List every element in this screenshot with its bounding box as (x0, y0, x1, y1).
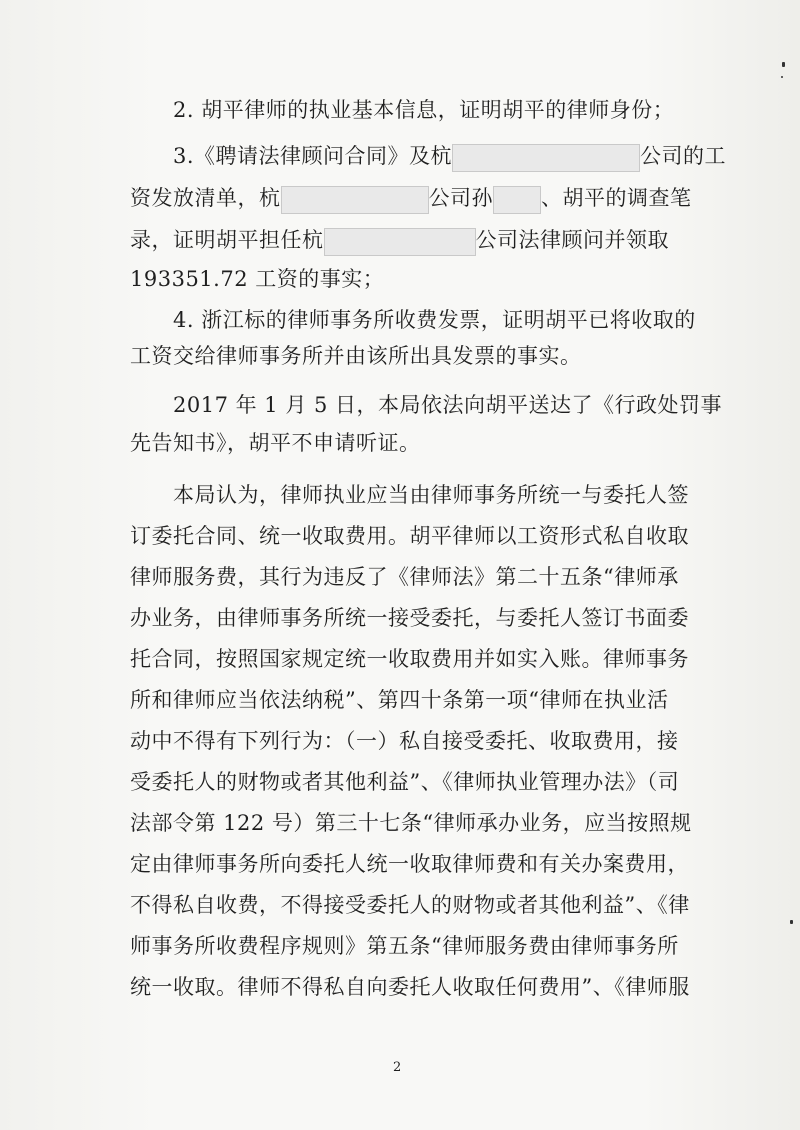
finding-line: 统一收取。律师不得私自向委托人收取任何费用”、《律师服 (130, 975, 690, 999)
evidence-item-2: 2. 胡平律师的执业基本信息，证明胡平的律师身份； (173, 98, 675, 122)
scan-speck (790, 920, 793, 924)
finding-line: 办业务，由律师事务所统一接受委托，与委托人签订书面委 (130, 606, 689, 630)
finding-line: 订委托合同、统一收取费用。胡平律师以工资形式私自收取 (130, 524, 689, 548)
scan-speck (781, 76, 783, 78)
text-segment: 公司法律顾问并领取 (475, 228, 669, 252)
text-segment: 录，证明胡平担任杭 (130, 228, 324, 252)
finding-line: 定由律师事务所向委托人统一收取律师费和有关办案费用， (130, 852, 689, 876)
evidence-item-3-line1 (173, 141, 726, 172)
evidence-item-3-line2 (130, 183, 692, 214)
text-segment: 3.《聘请法律顾问合同》及杭 (173, 144, 453, 168)
finding-line: 法部令第 122 号）第三十七条“律师承办业务，应当按照规 (130, 811, 692, 835)
text-segment: 、胡平的调查笔 (541, 186, 692, 210)
redaction-block (493, 186, 541, 214)
text-segment: 公司孙 (428, 186, 493, 210)
text-segment: 公司的工 (640, 144, 727, 168)
redaction-block (452, 144, 640, 172)
finding-line: 动中不得有下列行为：（一）私自接受委托、收取费用，接 (130, 729, 679, 753)
scan-speck (782, 62, 785, 67)
evidence-item-4-line1: 4. 浙江标的律师事务所收费发票，证明胡平已将收取的 (173, 308, 696, 332)
finding-line: 所和律师应当依法纳税”、第四十条第一项“律师在执业活 (130, 688, 669, 712)
redaction-block (281, 186, 429, 214)
evidence-item-3-line4: 193351.72 工资的事实； (130, 267, 385, 291)
finding-line: 本局认为，律师执业应当由律师事务所统一与委托人签 (173, 483, 689, 507)
finding-line: 不得私自收费，不得接受委托人的财物或者其他利益”、《律 (130, 893, 690, 917)
evidence-item-4-line2: 工资交给律师事务所并由该所出具发票的事实。 (130, 344, 582, 368)
text-segment: 资发放清单，杭 (130, 186, 281, 210)
notice-paragraph-line1: 2017 年 1 月 5 日，本局依法向胡平送达了《行政处罚事 (173, 393, 723, 417)
finding-line: 师事务所收费程序规则》第五条“律师服务费由律师事务所 (130, 934, 679, 958)
evidence-item-3-line3 (130, 225, 669, 256)
redaction-block (324, 228, 476, 256)
finding-line: 托合同，按照国家规定统一收取费用并如实入账。律师事务 (130, 647, 689, 671)
finding-line: 受委托人的财物或者其他利益”、《律师执业管理办法》（司 (130, 770, 680, 794)
notice-paragraph-line2: 先告知书》，胡平不申请听证。 (130, 431, 421, 455)
finding-line: 律师服务费，其行为违反了《律师法》第二十五条“律师承 (130, 565, 679, 589)
page-number: 2 (393, 1060, 402, 1075)
